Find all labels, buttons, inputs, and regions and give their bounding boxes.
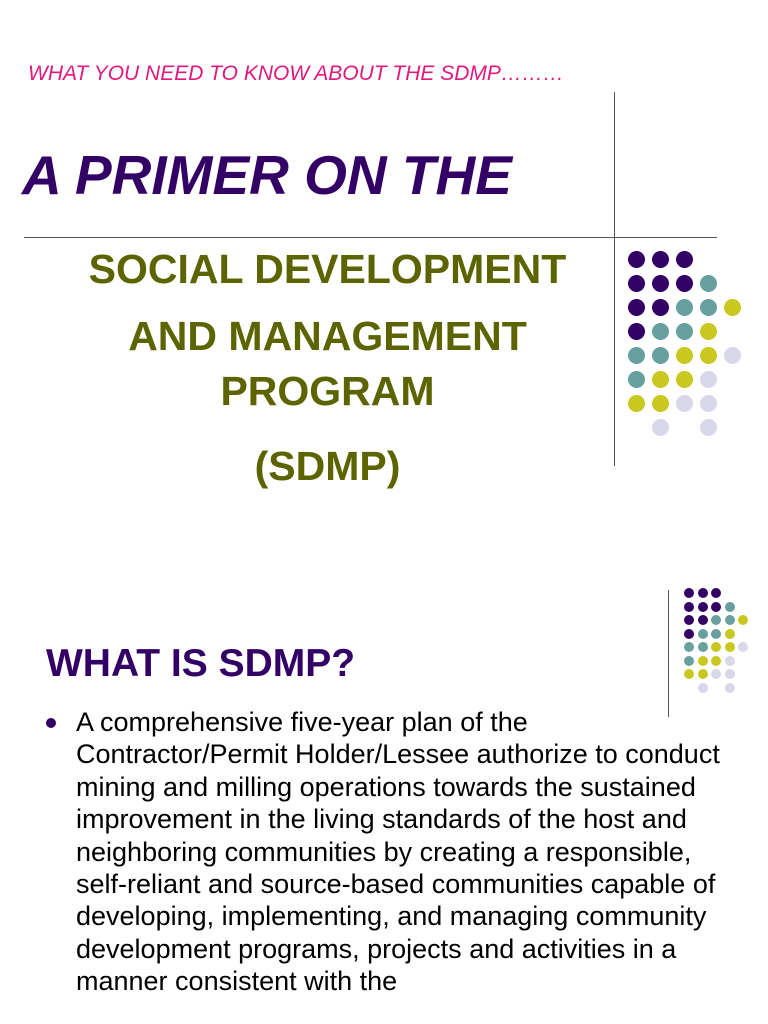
dot	[700, 395, 717, 412]
dot	[711, 642, 721, 652]
dot	[628, 395, 645, 412]
dot	[724, 299, 741, 316]
dot	[628, 251, 645, 268]
dot	[711, 588, 721, 598]
dot	[652, 299, 669, 316]
dot	[711, 656, 721, 666]
dot	[700, 299, 717, 316]
dot	[725, 669, 735, 679]
dot	[684, 602, 694, 612]
dot	[628, 323, 645, 340]
dot	[725, 615, 735, 625]
dot	[698, 629, 708, 639]
dot	[700, 275, 717, 292]
title-slide	[0, 0, 768, 505]
dot	[652, 371, 669, 388]
dot	[725, 602, 735, 612]
content-slide	[0, 560, 768, 1024]
bullet-text: A comprehensive five-year plan of the Contractor/Permit Holder/Lessee authorize to conduct mining and milling operations towards the sustained improvement in the living standards of the host and neighboring communities by creating a responsible, self-reliant and source-based communities capable of developing, implementing, and managing community development programs, projects and activities in a manner consistent with the	[76, 707, 720, 997]
dot	[628, 299, 645, 316]
dot	[684, 642, 694, 652]
dot	[676, 323, 693, 340]
dot	[676, 371, 693, 388]
dot	[700, 347, 717, 364]
dot	[698, 656, 708, 666]
subtitle-line: (SDMP)	[254, 443, 401, 489]
dot	[738, 615, 748, 625]
dot	[725, 683, 735, 693]
dot	[676, 275, 693, 292]
dot	[628, 275, 645, 292]
subtitle-line: AND MANAGEMENT	[128, 313, 527, 359]
dot	[711, 629, 721, 639]
dot	[698, 602, 708, 612]
dot	[700, 371, 717, 388]
dot	[652, 395, 669, 412]
dot	[698, 669, 708, 679]
dot	[676, 347, 693, 364]
dot	[698, 683, 708, 693]
dot	[700, 419, 717, 436]
slide-kicker: WHAT YOU NEED TO KNOW ABOUT THE SDMP………	[28, 62, 564, 85]
dot	[652, 347, 669, 364]
dot	[652, 251, 669, 268]
dot	[698, 642, 708, 652]
dot	[628, 371, 645, 388]
dot	[711, 669, 721, 679]
subtitle-line: SOCIAL DEVELOPMENT	[88, 246, 567, 292]
dot	[676, 299, 693, 316]
dot	[700, 323, 717, 340]
dot	[652, 323, 669, 340]
dot	[676, 395, 693, 412]
dot	[684, 669, 694, 679]
dot	[725, 642, 735, 652]
vertical-divider	[668, 590, 669, 717]
dot	[628, 347, 645, 364]
section-title: WHAT IS SDMP?	[46, 642, 356, 685]
dot	[652, 419, 669, 436]
dot	[684, 629, 694, 639]
dot	[711, 615, 721, 625]
dot	[725, 656, 735, 666]
dot	[698, 588, 708, 598]
dot	[684, 588, 694, 598]
dot	[652, 275, 669, 292]
dot	[684, 656, 694, 666]
bullet-icon	[46, 718, 56, 728]
subtitle-line: PROGRAM	[220, 368, 435, 414]
dot	[676, 251, 693, 268]
dot	[684, 615, 694, 625]
dot	[725, 629, 735, 639]
dot	[738, 642, 748, 652]
dot	[724, 347, 741, 364]
dot	[711, 602, 721, 612]
dot	[698, 615, 708, 625]
slide-title: A PRIMER ON THE	[22, 144, 512, 206]
